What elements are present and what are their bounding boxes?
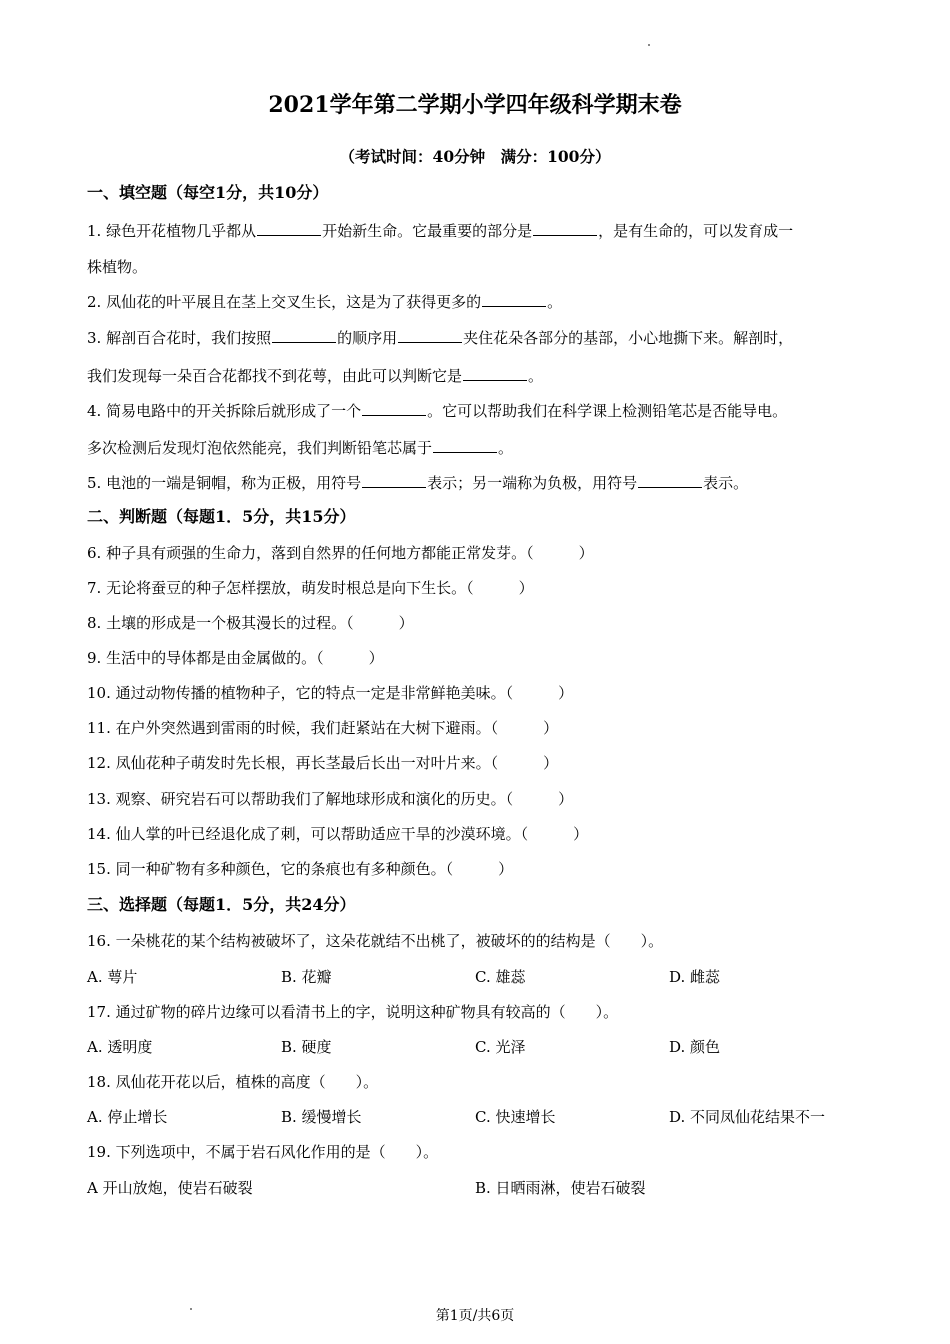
option-b[interactable]: B. 缓慢增长 <box>281 1108 362 1126</box>
option-a[interactable]: A. 停止增长 <box>87 1108 168 1126</box>
answer-blank[interactable] <box>362 400 426 416</box>
option-b[interactable]: B. 花瓣 <box>281 968 332 986</box>
answer-blank[interactable] <box>463 365 527 381</box>
question-8: 8. 土壤的形成是一个极其漫长的过程。（ ） <box>87 614 414 632</box>
answer-blank[interactable] <box>272 327 336 343</box>
question-18: 18. 凤仙花开花以后，植株的高度（ ）。 <box>87 1073 379 1091</box>
answer-blank[interactable] <box>398 327 462 343</box>
question-2: 2. 凤仙花的叶平展且在茎上交叉生长，这是为了获得更多的 。 <box>87 293 563 311</box>
question-3: 3. 解剖百合花时，我们按照 的顺序用 夹住花朵各部分的基部，小心地撕下来。解剖时， <box>87 329 794 347</box>
option-b[interactable]: B. 日晒雨淋，使岩石破裂 <box>475 1179 646 1197</box>
option-a[interactable]: A. 透明度 <box>87 1038 153 1056</box>
option-d[interactable]: D. 颜色 <box>669 1038 721 1056</box>
section2-heading: 二、判断题（每题1．5分，共15分） <box>87 507 356 526</box>
page-title: 2021学年第二学期小学四年级科学期末卷 <box>268 92 682 118</box>
decorative-dot <box>648 44 650 46</box>
section3-heading: 三、选择题（每题1．5分，共24分） <box>87 895 356 914</box>
decorative-dot <box>190 1308 192 1310</box>
question-1: 1. 绿色开花植物几乎都从 开始新生命。它最重要的部分是 ，是有生命的，可以发育成一 <box>87 222 794 240</box>
question-10: 10. 通过动物传播的植物种子，它的特点一定是非常鲜艳美味。（ ） <box>87 684 574 702</box>
question-14: 14. 仙人掌的叶已经退化成了刺，可以帮助适应干旱的沙漠环境。（ ） <box>87 825 589 843</box>
option-c[interactable]: C. 快速增长 <box>475 1108 556 1126</box>
question-19: 19. 下列选项中，不属于岩石风化作用的是（ ）。 <box>87 1143 439 1161</box>
option-a[interactable]: A 开山放炮，使岩石破裂 <box>87 1179 253 1197</box>
question-4: 4. 简易电路中的开关拆除后就形成了一个 。它可以帮助我们在科学课上检测铅笔芯是否能导电。 <box>87 402 788 420</box>
answer-blank[interactable] <box>482 291 546 307</box>
answer-blank[interactable] <box>257 220 321 236</box>
option-c[interactable]: C. 雄蕊 <box>475 968 526 986</box>
option-c[interactable]: C. 光泽 <box>475 1038 526 1056</box>
question-16: 16. 一朵桃花的某个结构被破坏了，这朵花就结不出桃了，被破坏的的结构是（ ）。 <box>87 932 664 950</box>
section1-heading: 一、填空题（每空1分，共10分） <box>87 183 329 202</box>
option-d[interactable]: D. 雌蕊 <box>669 968 721 986</box>
question-7: 7. 无论将蚕豆的种子怎样摆放，萌发时根总是向下生长。（ ） <box>87 579 534 597</box>
question-3-cont: 我们发现每一朵百合花都找不到花萼，由此可以判断它是 。 <box>87 367 544 385</box>
question-15: 15. 同一种矿物有多种颜色，它的条痕也有多种颜色。（ ） <box>87 860 514 878</box>
question-5: 5. 电池的一端是铜帽，称为正极，用符号 表示；另一端称为负极，用符号 表示。 <box>87 474 749 492</box>
answer-blank[interactable] <box>533 220 597 236</box>
answer-blank[interactable] <box>433 437 497 453</box>
exam-info: （考试时间：40分钟 满分：100分） <box>339 147 611 166</box>
question-17: 17. 通过矿物的碎片边缘可以看清书上的字，说明这种矿物具有较高的（ ）。 <box>87 1003 619 1021</box>
question-6: 6. 种子具有顽强的生命力，落到自然界的任何地方都能正常发芽。（ ） <box>87 544 594 562</box>
option-d[interactable]: D. 不同凤仙花结果不一 <box>669 1108 826 1126</box>
question-13: 13. 观察、研究岩石可以帮助我们了解地球形成和演化的历史。（ ） <box>87 790 574 808</box>
option-b[interactable]: B. 硬度 <box>281 1038 332 1056</box>
question-12: 12. 凤仙花种子萌发时先长根，再长茎最后长出一对叶片来。（ ） <box>87 754 559 772</box>
question-1-cont: 株植物。 <box>87 258 148 276</box>
question-4-cont: 多次检测后发现灯泡依然能亮，我们判断铅笔芯属于 。 <box>87 439 514 457</box>
question-9: 9. 生活中的导体都是由金属做的。（ ） <box>87 649 384 667</box>
page-number: 第1页/共6页 <box>435 1308 515 1324</box>
answer-blank[interactable] <box>362 472 426 488</box>
answer-blank[interactable] <box>638 472 702 488</box>
option-a[interactable]: A. 萼片 <box>87 968 138 986</box>
question-11: 11. 在户外突然遇到雷雨的时候，我们赶紧站在大树下避雨。（ ） <box>87 719 559 737</box>
